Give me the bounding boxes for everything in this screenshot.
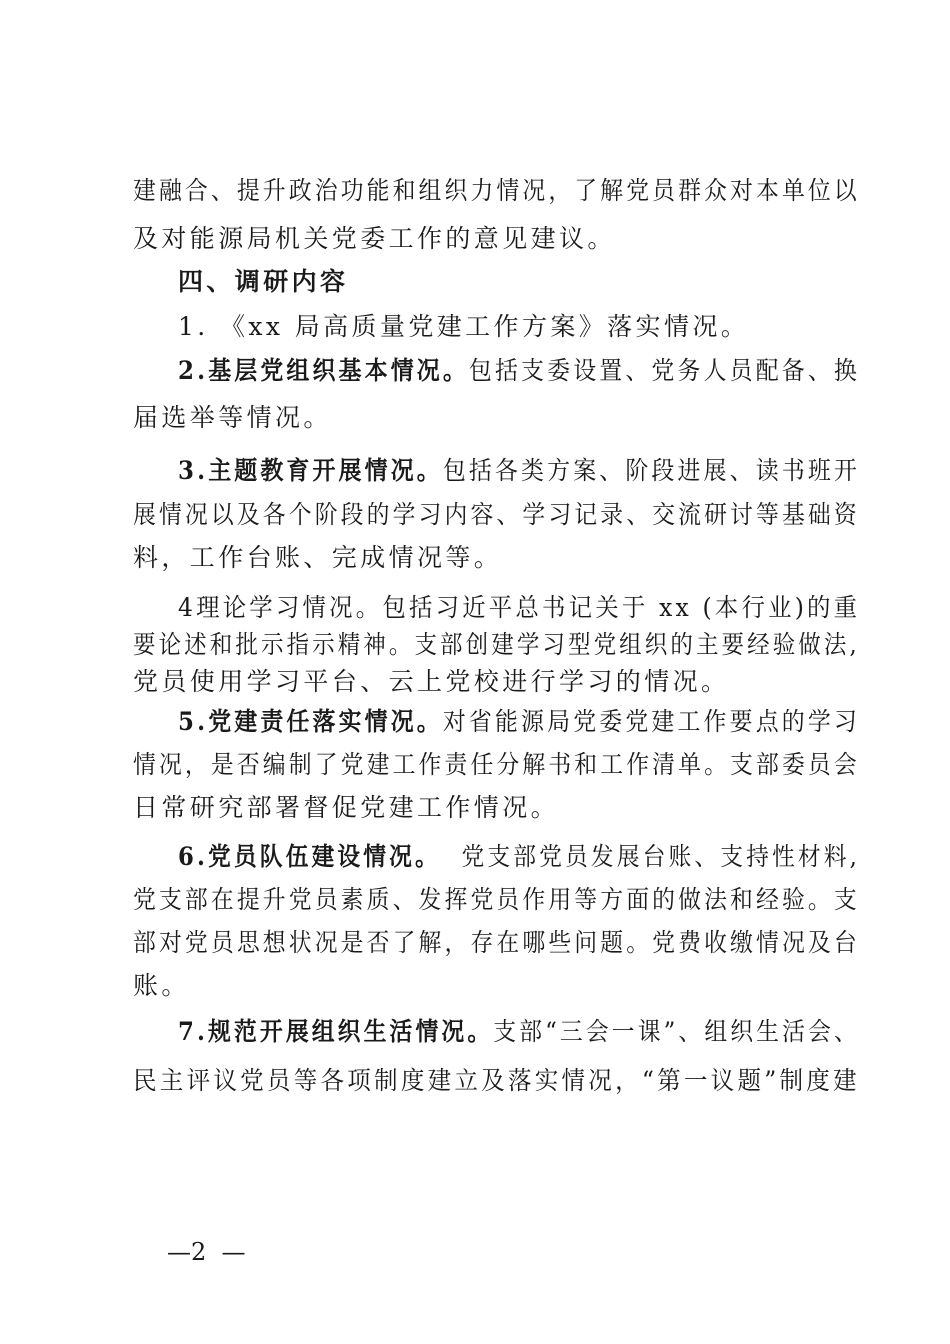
paragraph-line: 及对能源局机关党委工作的意见建议。 (133, 224, 616, 253)
list-item-2-text: 包括支委设置、党务人员配备、换 (468, 356, 861, 385)
list-item-7-title: 7.规范开展组织生活情况。 (178, 1017, 494, 1046)
list-item-2 (178, 356, 860, 386)
list-item-6 (178, 842, 860, 872)
paragraph-line: 建融合、提升政治功能和组织力情况，了解党员群众对本单位以 (133, 176, 860, 205)
paragraph-line: 账。 (133, 971, 190, 1000)
list-item-6-title: 6.党员队伍建设情况。 (178, 842, 441, 871)
page-number: —2 — (167, 1238, 246, 1266)
paragraph-line: 情况，是否编制了党建工作责任分解书和工作清单。支部委员会 (133, 750, 860, 779)
list-item-1: 1. 《xx 局高质量党建工作方案》落实情况。 (178, 312, 750, 341)
list-item-4: 4理论学习情况。包括习近平总书记关于 xx (本行业)的重 (178, 593, 861, 622)
paragraph-line: 部对党员思想状况是否了解，存在哪些问题。党费收缴情况及台 (133, 928, 860, 957)
paragraph-line: 料，工作台账、完成情况等。 (133, 543, 503, 572)
paragraph-line: 党支部在提升党员素质、发挥党员作用等方面的做法和经验。支 (133, 885, 860, 914)
list-item-3 (178, 456, 860, 486)
paragraph-line: 展情况以及各个阶段的学习内容、学习记录、交流研讨等基础资 (133, 500, 860, 529)
paragraph-line: 民主评议党员等各项制度建立及落实情况，“第一议题”制度建 (133, 1066, 860, 1095)
list-item-7-text: 支部“三会一课”、组织生活会、 (493, 1017, 860, 1046)
paragraph-line: 党员使用学习平台、云上党校进行学习的情况。 (133, 667, 730, 696)
paragraph-line: 届选举等情况。 (133, 403, 332, 432)
list-item-2-title: 2.基层党组织基本情况。 (178, 356, 469, 385)
section-heading: 四、调研内容 (178, 267, 349, 296)
list-item-5-title: 5.党建责任落实情况。 (178, 707, 443, 736)
list-item-5-text: 对省能源局党委党建工作要点的学习 (442, 707, 860, 736)
list-item-3-text: 包括各类方案、阶段进展、读书班开 (442, 456, 860, 485)
list-item-7 (178, 1017, 860, 1047)
list-item-3-title: 3.主题教育开展情况。 (178, 456, 443, 485)
paragraph-line: 日常研究部署督促党建工作情况。 (133, 793, 560, 822)
list-item-6-text: 党支部党员发展台账、支持性材料, (440, 842, 860, 871)
paragraph-line: 要论述和批示指示精神。支部创建学习型党组织的主要经验做法, (133, 630, 860, 659)
list-item-5 (178, 707, 860, 737)
